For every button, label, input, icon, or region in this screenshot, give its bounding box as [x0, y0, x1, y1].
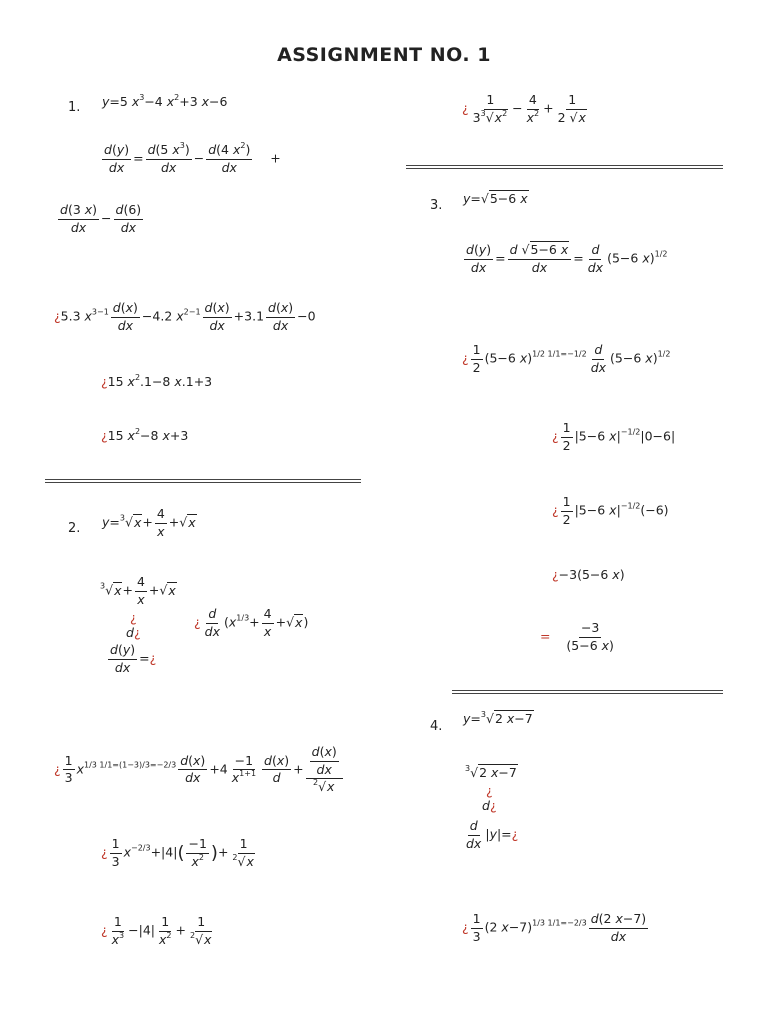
p4-step-1c: $\frac{d}{dx}$ |y|=¿ [466, 818, 519, 851]
problem-number-4: 4. [430, 719, 443, 734]
problem-number-2: 2. [68, 521, 81, 536]
p1-given: y=5 $x^3-4$ $x^2+3$ x−6 [102, 93, 228, 109]
p4-error-1: ¿ [486, 783, 493, 798]
p1-step-3: ¿15 $x^2.1-8$ x.1+3 [101, 373, 213, 389]
p4-step-2: ¿ $\frac{1}{3}$ (2 x−7)$^{1/3 1/1=-2/3}$ $\frac{d(2 x-7)}{dx}$ [462, 911, 647, 944]
p2-step-1a: $^3$√x+ $\frac{4}{x}$ +√x [100, 574, 176, 607]
p2-step-1d: ¿ $\frac{d}{dx}$ ($x^{1/3}+$ $\frac{4}{x}$ +√x) [194, 606, 309, 639]
p3-step-5: ¿−3(5−6 x) [552, 567, 625, 582]
p3-given: y=√5−6 x [463, 191, 528, 206]
p2-given: y=$^3$√x+ $\frac{4}{x}$ +√x [102, 506, 196, 539]
page-title: ASSIGNMENT NO. 1 [277, 44, 491, 66]
divider-2 [406, 165, 723, 169]
p2-step-4: ¿ $\frac{1}{x^3}$ −|4| $\frac{1}{x^2}$ + $\frac{1}{^2√x}$ [101, 914, 212, 947]
p1-step-1b: $\frac{d(3 x)}{dx}$ − $\frac{d(6)}{dx}$ [60, 202, 142, 235]
p3-step-4: ¿ $\frac{1}{2}$ |5−6 $x|^{-1/2}(-6)$ [552, 494, 669, 527]
p3-result: = $\frac{-3}{(5-6 x)}$ [540, 620, 614, 653]
p3-step-1: $\frac{d(y)}{dx}$ = $\frac{d √5-6 x}{dx}$ = $\frac{d}{dx}$ (5−6 x)$^{1/2}$ [466, 242, 668, 275]
p4-step-1a: $^3$√2 x−7 [465, 764, 517, 780]
p2-error-1: ¿ [130, 610, 137, 625]
p2-step-2: ¿ $\frac{1}{3}$ $x^{1/3 1/1=(1-3)/3=-2/3}$ $\frac{d(x)}{dx}$ +4 $\frac{-1}{x^{1+1}}$ $\frac{d(x)}{d}$ + $\frac{\frac{d(x)}{dx}}{^2√x}$ [54, 746, 345, 794]
p1-step-1a: $\frac{d(y)}{dx}$ = $\frac{d(5 x^3)}{dx}$ − $\frac{d(4 x^2)}{dx}$ + [104, 141, 281, 175]
p1-step-4: ¿15 $x^2-8$ x+3 [101, 427, 189, 443]
p2-final: ¿ $\frac{1}{3^3√x^2}$ − $\frac{4}{x^2}$ + $\frac{1}{2 √x}$ [462, 92, 586, 125]
p3-step-2: ¿ $\frac{1}{2}$ (5−6 x)$^{1/2 1/1=-1/2}$ $\frac{d}{dx}$ (5−6 x)$^{1/2}$ [462, 342, 671, 375]
p2-step-1c: $\frac{d(y)}{dx}$ =¿ [110, 642, 157, 675]
p2-step-1b: d¿ [126, 625, 141, 640]
p1-step-2: ¿5.3 $x^{3-1}$ $\frac{d(x)}{dx}$ −4.2 $x^{2-1}$ $\frac{d(x)}{dx}$ +3.1 $\frac{d(x)}{dx}$ −0 [54, 300, 316, 333]
p2-step-3: ¿ $\frac{1}{3}$ $x^{-2/3}+|4|$( $\frac{-1}{x^2}$ )+ $\frac{1}{^2√x}$ [101, 836, 254, 869]
problem-number-3: 3. [430, 198, 443, 213]
p4-step-1b: d¿ [482, 798, 497, 813]
p4-given: y=$^3$√2 x−7 [463, 710, 533, 726]
p3-step-3: ¿ $\frac{1}{2}$ |5−6 $x|^{-1/2}|0-6|$ [552, 420, 676, 453]
p1-plus: + [270, 150, 281, 166]
divider-1 [45, 479, 361, 483]
divider-3 [452, 690, 723, 694]
problem-number-1: 1. [68, 100, 81, 115]
